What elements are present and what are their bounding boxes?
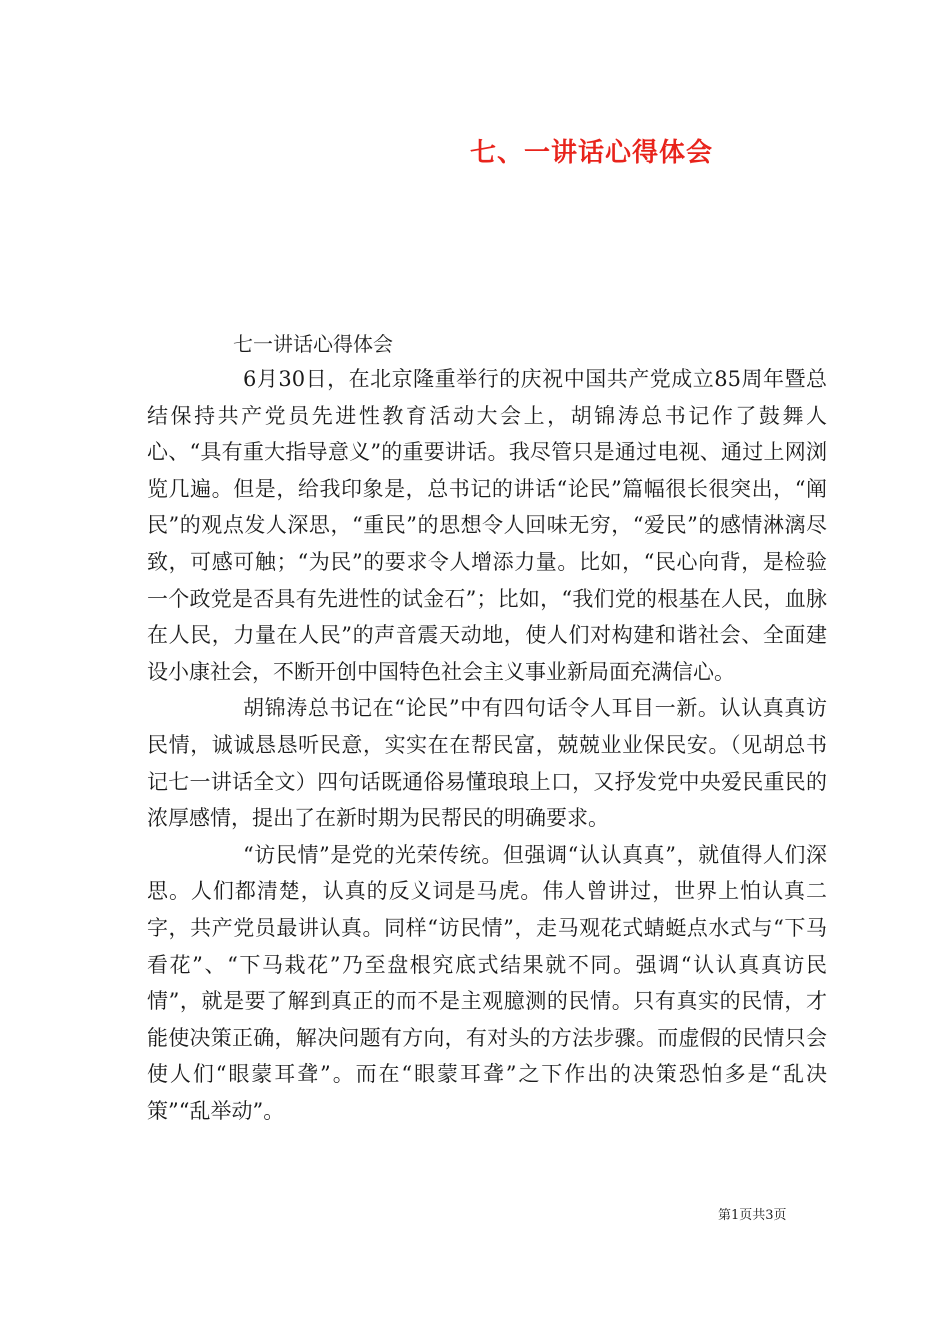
document-heading: 七一讲话心得体会: [233, 332, 393, 356]
body-text: [147, 361, 827, 1129]
page-number-footer: 第1页共3页: [718, 1208, 787, 1223]
paragraph-1: 6月30日，在北京隆重举行的庆祝中国共产党成立85周年暨总结保持共产党员先进性教育活动大会上，胡锦涛总书记作了鼓舞人心、“具有重大指导意义”的重要讲话。我尽管只是通过电视、通过上网浏览几遍。但是，给我印象是，总书记的讲话“论民”篇幅很长很突出，“阐民”的观点发人深思，“重民”的思想令人回味无穷，“爱民”的感情淋漓尽致，可感可触；“为民”的要求令人增添力量。比如，“民心向背，是检验一个政党是否具有先进性的试金石”；比如，“我们党的根基在人民，血脉在人民，力量在人民”的声音震天动地，使人们对构建和谐社会、全面建设小康社会，不断开创中国特色社会主义事业新局面充满信心。: [147, 367, 827, 684]
paragraph-2: 胡锦涛总书记在“论民”中有四句话令人耳目一新。认认真真访民情，诚诚恳恳听民意，实实在在帮民富，兢兢业业保民安。（见胡总书记七一讲话全文）四句话既通俗易懂琅琅上口，又抒发党中央爱民重民的浓厚感情，提出了在新时期为民帮民的明确要求。: [147, 696, 827, 831]
paragraph-3: “访民情”是党的光荣传统。但强调“认认真真”，就值得人们深思。人们都清楚，认真的反义词是马虎。伟人曾讲过，世界上怕认真二字，共产党员最讲认真。同样“访民情”，走马观花式蜻蜓点水式与“下马看花”、“下马栽花”乃至盘根究底式结果就不同。强调“认认真真访民情”，就是要了解到真正的而不是主观臆测的民情。只有真实的民情，才能使决策正确，解决问题有方向，有对头的方法步骤。而虚假的民情只会使人们“眼蒙耳聋”。而在“眼蒙耳聋”之下作出的决策恐怕多是“乱决策”“乱举动”。: [147, 842, 827, 1123]
page-title: 七、一讲话心得体会: [470, 138, 714, 168]
